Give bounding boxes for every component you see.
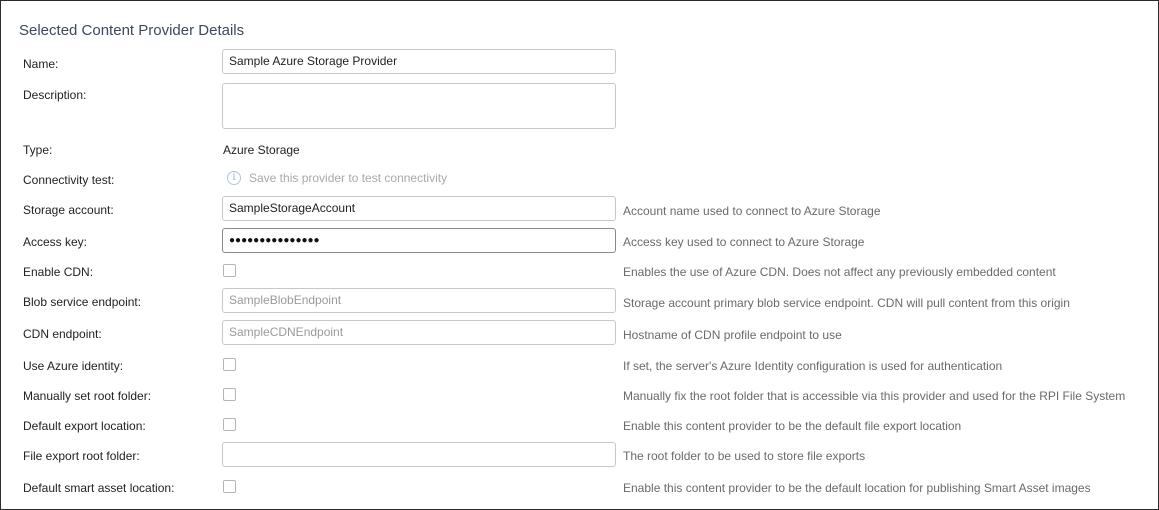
use-azure-identity-hint: If set, the server's Azure Identity configuration is used for authentication [623, 359, 1003, 373]
blob-service-endpoint-hint: Storage account primary blob service endpoint. CDN will pull content from this origin [623, 296, 1070, 310]
default-smart-asset-location-checkbox[interactable] [223, 480, 236, 493]
type-label: Type: [23, 143, 53, 157]
manually-set-root-folder-label: Manually set root folder: [23, 389, 152, 403]
file-export-root-folder-label: File export root folder: [23, 449, 140, 463]
info-icon: i [227, 171, 241, 185]
storage-account-field[interactable]: SampleStorageAccount [222, 196, 616, 221]
name-label: Name: [23, 57, 59, 71]
default-export-location-label: Default export location: [23, 419, 146, 433]
enable-cdn-checkbox[interactable] [223, 264, 236, 277]
file-export-root-folder-field[interactable] [222, 442, 616, 467]
description-field[interactable] [222, 83, 616, 129]
connectivity-test-info [227, 171, 447, 185]
enable-cdn-hint: Enables the use of Azure CDN. Does not affect any previously embedded content [623, 265, 1056, 279]
cdn-endpoint-field[interactable]: SampleCDNEndpoint [222, 320, 616, 345]
storage-account-label: Storage account: [23, 203, 114, 217]
default-smart-asset-location-hint: Enable this content provider to be the default location for publishing Smart Asset images [623, 481, 1091, 495]
section-title: Selected Content Provider Details [19, 22, 245, 39]
use-azure-identity-checkbox[interactable] [223, 358, 236, 371]
blob-service-endpoint-field[interactable]: SampleBlobEndpoint [222, 288, 616, 313]
access-key-label: Access key: [23, 235, 88, 249]
name-field[interactable]: Sample Azure Storage Provider [222, 49, 616, 74]
description-label: Description: [23, 88, 87, 102]
default-export-location-hint: Enable this content provider to be the default file export location [623, 419, 962, 433]
blob-service-endpoint-label: Blob service endpoint: [23, 295, 142, 309]
connectivity-test-message: Save this provider to test connectivity [249, 171, 448, 185]
default-smart-asset-location-label: Default smart asset location: [23, 481, 175, 495]
connectivity-test-label: Connectivity test: [23, 173, 115, 187]
storage-account-hint: Account name used to connect to Azure Storage [623, 204, 881, 218]
manually-set-root-folder-checkbox[interactable] [223, 388, 236, 401]
access-key-hint: Access key used to connect to Azure Storage [623, 235, 865, 249]
use-azure-identity-label: Use Azure identity: [23, 359, 124, 373]
access-key-field[interactable]: ●●●●●●●●●●●●●●● [222, 228, 616, 253]
type-value: Azure Storage [223, 143, 300, 157]
default-export-location-checkbox[interactable] [223, 418, 236, 431]
cdn-endpoint-hint: Hostname of CDN profile endpoint to use [623, 328, 842, 342]
cdn-endpoint-label: CDN endpoint: [23, 327, 102, 341]
manually-set-root-folder-hint: Manually fix the root folder that is accessible via this provider and used for the RPI File System [623, 389, 1126, 403]
enable-cdn-label: Enable CDN: [23, 265, 94, 279]
file-export-root-folder-hint: The root folder to be used to store file exports [623, 449, 866, 463]
